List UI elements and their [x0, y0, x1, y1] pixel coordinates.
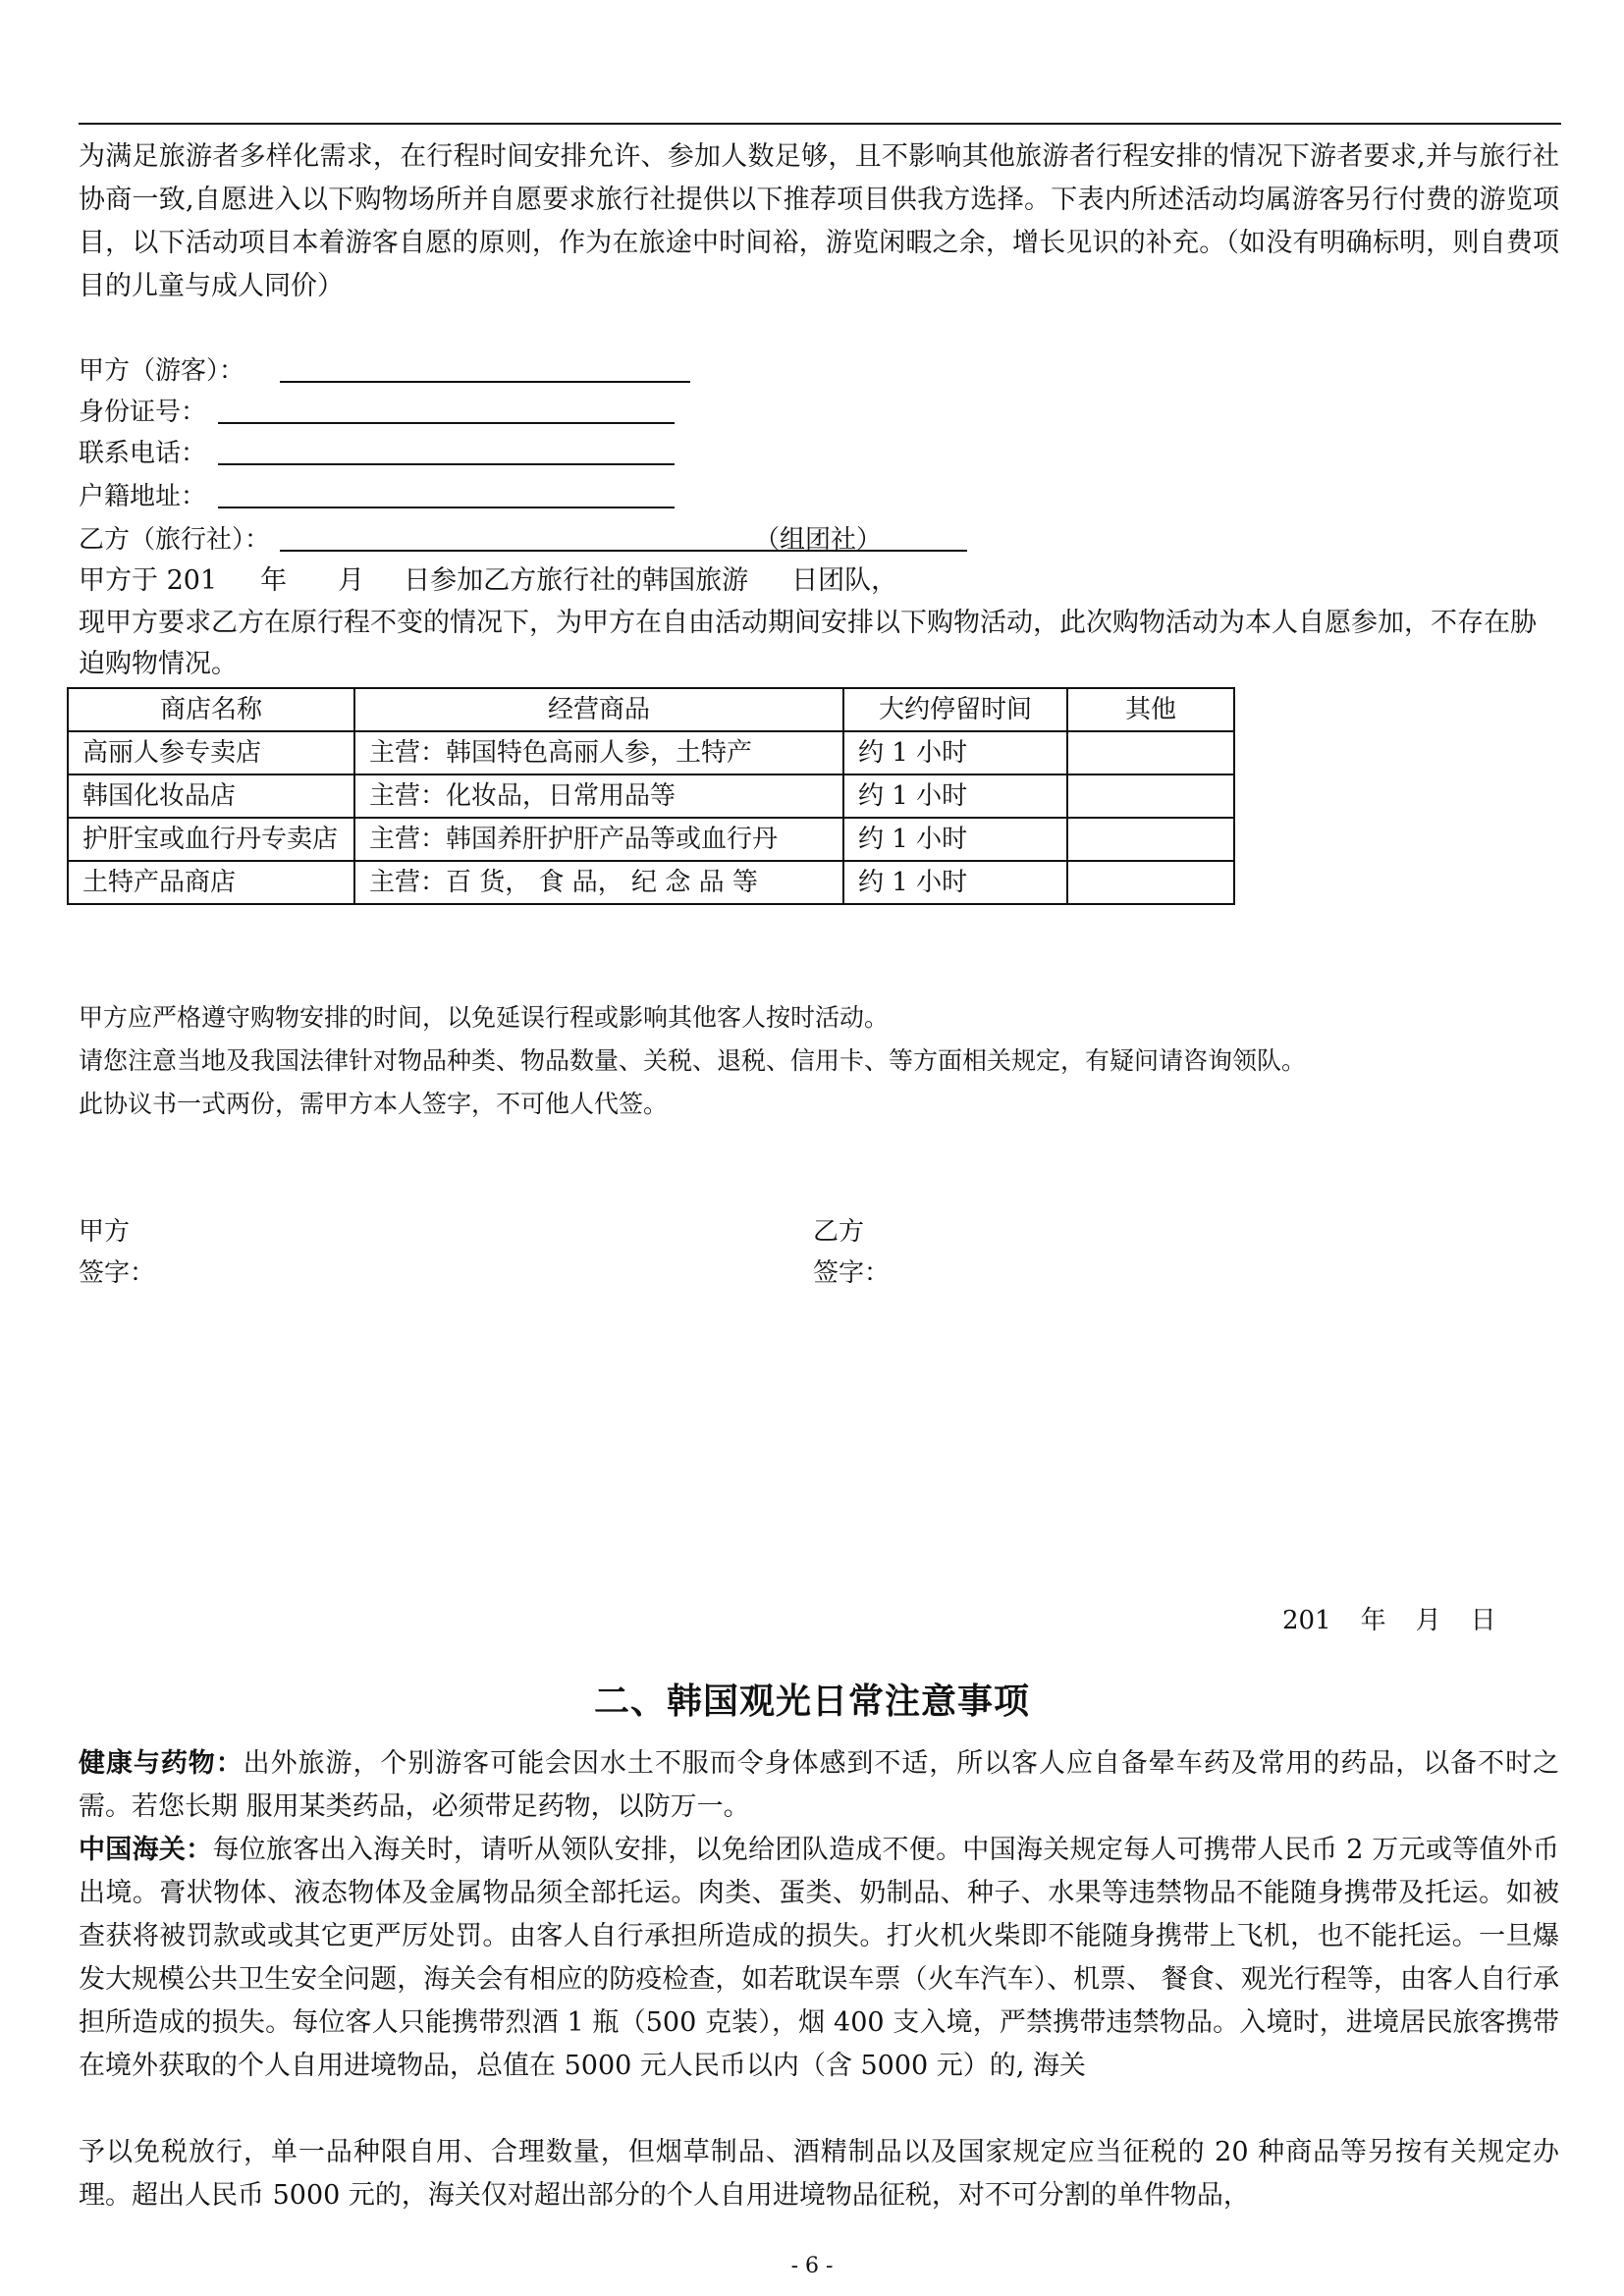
date-prefix: 甲方于 201	[79, 565, 218, 596]
header-shop-name: 商店名称	[68, 688, 354, 731]
trip-date-line	[79, 561, 1559, 601]
table-row	[68, 861, 1234, 904]
page-number: - 6 -	[790, 2254, 834, 2278]
table-row	[68, 818, 1234, 861]
other-cell	[1067, 774, 1234, 818]
party-a-field	[79, 351, 244, 391]
note-schedule: 甲方应严格遵守购物安排的时间，以免延误行程或影响其他客人按时活动。	[79, 1003, 890, 1032]
shop-name-cell: 土特产品商店	[68, 861, 354, 904]
party-a-blank[interactable]	[280, 381, 690, 383]
party-b-signature-field[interactable]: 签字：	[813, 1258, 891, 1288]
duration-cell: 约 1 小时	[843, 731, 1067, 774]
address-label: 户籍地址：	[79, 482, 207, 511]
intro-paragraph: 为满足旅游者多样化需求，在行程时间安排允许、参加人数足够，且不影响其他旅游者行程安排的情况下游者要求,并与旅行社协商一致,自愿进入以下购物场所并自愿要求旅行社提供以下推荐项目供我方选择。下表内所述活动均属游客另行付费的游览项目，以下活动项目本着游客自愿的原则，作为在旅途中时间裕，游览闲暇之余，增长见识的补充。（如没有明确标明，则自费项目的儿童与成人同价）	[79, 141, 1559, 301]
party-b-signature-title: 乙方	[813, 1217, 865, 1247]
address-field	[79, 477, 206, 516]
phone-blank[interactable]	[218, 463, 675, 465]
other-cell	[1067, 818, 1234, 861]
header-goods: 经营商品	[354, 688, 843, 731]
address-blank[interactable]	[218, 507, 675, 508]
party-b-field	[79, 520, 270, 560]
customs-paragraph	[79, 1829, 1559, 2088]
signing-date	[1282, 1600, 1496, 1636]
header-duration: 大约停留时间	[843, 688, 1067, 731]
shop-name-cell: 护肝宝或血行丹专卖店	[68, 818, 354, 861]
table-row	[68, 731, 1234, 774]
customs-text: 每位旅客出入海关时，请听从领队安排，以免给团队造成不便。中国海关规定每人可携带人民币 2 万元或等值外币出境。膏状物体、液态物体及金属物品须全部托运。肉类、蛋类、奶制品、种子、水果等违禁物品不能随身携带及托运。如被查获将被罚款或或其它更严厉处罚。由客人自行承担所造成的损失。打火机火柴即不能随身携带上飞机，也不能托运。一旦爆发大规模公共卫生安全问题，海关会有相应的防疫检查，如若耽误车票（火车汽车）、机票、 餐食、观光行程等，由客人自行承担所造成的损失。每位客人只能携带烈酒 1 瓶（500 克装），烟 400 支入境，严禁携带违禁物品。入境时，进境居民旅客携带在境外获取的个人自用进境物品，总值在 5000 元人民币以内（含 5000 元）的, 海关	[79, 1835, 1560, 2081]
party-a-signature-title: 甲方	[79, 1217, 131, 1247]
party-a-label: 甲方（游客）：	[79, 356, 245, 386]
id-number-blank[interactable]	[218, 422, 675, 424]
duration-cell: 约 1 小时	[843, 818, 1067, 861]
health-text: 出外旅游，个别游客可能会因水土不服而令身体感到不适，所以客人应自备晕车药及常用的药品，以备不时之需。若您长期 服用某类药品，必须带足药物，以防万一。	[79, 1748, 1560, 1822]
goods-cell: 主营：韩国养肝护肝产品等或血行丹	[354, 818, 843, 861]
note-copies: 此协议书一式两份，需甲方本人签字，不可他人代签。	[79, 1090, 669, 1118]
shopping-table	[67, 687, 1235, 905]
date-group-label: 日团队，	[791, 565, 898, 596]
signing-date-year-label: 年	[1360, 1606, 1386, 1635]
health-heading: 健康与药物：	[79, 1748, 244, 1779]
section-title: 二、韩国观光日常注意事项	[593, 1681, 1030, 1722]
table-header-row	[68, 688, 1234, 731]
goods-cell: 主营：韩国特色高丽人参，土特产	[354, 731, 843, 774]
date-year-label: 年	[260, 565, 288, 596]
customs-continuation-paragraph: 予以免税放行，单一品种限自用、合理数量，但烟草制品、酒精制品以及国家规定应当征税的 20 种商品等另按有关规定办理。超出人民币 5000 元的，海关仅对超出部分的个人自用进境物品征税，对不可分割的单件物品，	[79, 2137, 1559, 2211]
signing-date-day-label: 日	[1470, 1606, 1496, 1635]
health-paragraph	[79, 1742, 1559, 1829]
goods-cell: 主营：化妆品，日常用品等	[354, 774, 843, 818]
date-month-label: 月	[338, 565, 365, 596]
shop-name-cell: 韩国化妆品店	[68, 774, 354, 818]
customs-heading: 中国海关：	[79, 1835, 213, 1865]
duration-cell: 约 1 小时	[843, 774, 1067, 818]
signing-date-month-label: 月	[1415, 1606, 1441, 1635]
header-rule	[79, 123, 1561, 125]
party-b-note: （组团社）	[754, 525, 883, 555]
signing-date-year: 201	[1282, 1606, 1331, 1635]
id-number-label: 身份证号：	[79, 398, 207, 427]
goods-cell: 主营：百 货， 食 品， 纪 念 品 等	[354, 861, 843, 904]
other-cell	[1067, 861, 1234, 904]
other-cell	[1067, 731, 1234, 774]
date-day-text: 日参加乙方旅行社的韩国旅游	[404, 565, 749, 596]
table-row	[68, 774, 1234, 818]
party-a-signature-field[interactable]: 签字：	[79, 1258, 156, 1288]
duration-cell: 约 1 小时	[843, 861, 1067, 904]
shop-name-cell: 高丽人参专卖店	[68, 731, 354, 774]
phone-field	[79, 434, 206, 473]
note-regulations: 请您注意当地及我国法律针对物品种类、物品数量、关税、退税、信用卡、等方面相关规定，有疑问请咨询领队。	[79, 1046, 1307, 1075]
header-other: 其他	[1067, 688, 1234, 731]
request-paragraph: 现甲方要求乙方在原行程不变的情况下，为甲方在自由活动期间安排以下购物活动，此次购物活动为本人自愿参加，不存在胁迫购物情况。	[79, 608, 1537, 679]
id-number-field	[79, 393, 206, 432]
phone-label: 联系电话：	[79, 439, 207, 468]
party-b-label: 乙方（旅行社）：	[79, 525, 271, 555]
